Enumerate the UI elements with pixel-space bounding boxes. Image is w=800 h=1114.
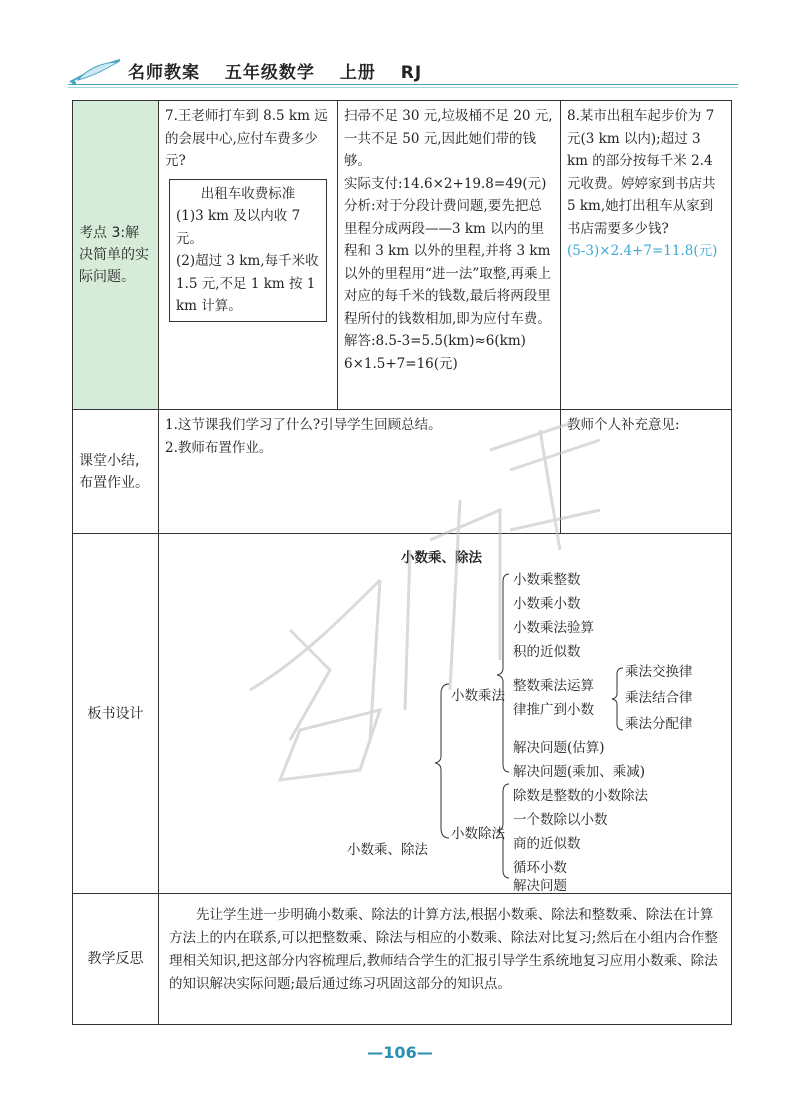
teacher-note-cell [561, 410, 731, 533]
analysis-text: 分析:对于分段计费问题,要先把总里程分成两段——3 km 以内的里程和 3 km 以外的里程,并将 3 km 以外的里程用“进一法”取整,再乘上对应的每千米的钱数,最后将两段里程所付的钱数相加,即为应付车费。 [344, 198, 552, 327]
mul-tail-item: 解决问题(估算) [513, 740, 605, 756]
prev-answer: 扫帚不足 30 元,垃圾桶不足 20 元,一共不足 50 元,因此她们带的钱够。 [344, 108, 553, 169]
header-rule-thin [68, 87, 738, 88]
feather-logo-icon [68, 56, 124, 86]
page-number: —106— [367, 1043, 433, 1062]
header-subject: 五年级数学 [224, 63, 315, 83]
div-item: 商的近似数 [513, 836, 581, 852]
practice-8-cell [561, 101, 731, 409]
board-title: 小数乘、除法 [401, 550, 482, 566]
mul-item: 积的近似数 [513, 644, 581, 660]
row-reflection [73, 894, 731, 1024]
header-series: 名师教案 [128, 63, 200, 83]
page-header [68, 54, 738, 94]
row-label: 板书设计 [73, 534, 159, 893]
board-root: 小数乘、除法 [347, 842, 428, 858]
board-mul: 小数乘法 [451, 688, 505, 704]
row-label: 教学反思 [73, 894, 159, 1024]
ext-label-2: 律推广到小数 [513, 702, 594, 718]
header-rule [68, 84, 738, 85]
taxi-fare-rule-2: (2)超过 3 km,每千米收 1.5 元,不足 1 km 按 1 km 计算。 [176, 253, 319, 314]
row-summary [73, 410, 731, 534]
answer-8: (5-3)×2.4+7=11.8(元) [567, 243, 718, 259]
ext-label-1: 整数乘法运算 [513, 678, 594, 694]
taxi-fare-title: 出租车收费标准 [200, 185, 296, 202]
lesson-table [72, 100, 732, 1025]
taxi-fare-rule-1: (1)3 km 及以内收 7 元。 [176, 208, 301, 247]
mul-item: 小数乘法验算 [513, 620, 594, 636]
div-item: 循环小数 [513, 860, 567, 876]
example-7-cell [159, 101, 338, 409]
summary-cell [159, 410, 561, 533]
div-item: 除数是整数的小数除法 [513, 788, 648, 804]
row-label: 课堂小结,布置作业。 [73, 410, 159, 533]
teacher-note: 教师个人补充意见: [567, 417, 680, 433]
actual-payment: 实际支付:14.6×2+19.8=49(元) [344, 175, 547, 192]
header-volume: 上册 [339, 63, 376, 83]
div-item: 一个数除以小数 [513, 812, 608, 828]
solution-line-1: 解答:8.5-3=5.5(km)≈6(km) [344, 333, 526, 349]
board-div: 小数除法 [451, 826, 505, 842]
mul-tail-item: 解决问题(乘加、乘减) [513, 764, 646, 780]
question-7: 7.王老师打车到 8.5 km 远的会展中心,应付车费多少元? [165, 108, 328, 169]
law-item: 乘法结合律 [625, 690, 693, 706]
header-title [128, 58, 440, 83]
mul-item: 小数乘小数 [513, 596, 581, 612]
mul-item: 小数乘整数 [513, 572, 581, 588]
row-label: 考点 3:解决简单的实际问题。 [73, 101, 159, 409]
row-board [73, 534, 731, 894]
summary-item-1: 1.这节课我们学习了什么?引导学生回顾总结。 [165, 417, 442, 433]
law-item: 乘法交换律 [625, 664, 693, 680]
solution-line-2: 6×1.5+7=16(元) [344, 355, 458, 372]
header-edition: RJ [400, 63, 423, 83]
div-item: 解决问题 [513, 878, 567, 894]
board-design [159, 534, 731, 893]
law-item: 乘法分配律 [625, 716, 693, 732]
question-8: 8.某市出租车起步价为 7 元(3 km 以内);超过 3 km 的部分按每千米 2.4 元收费。婷婷家到书店共 5 km,她打出租车从家到书店需要多少钱? [567, 108, 716, 237]
taxi-fare-box [169, 179, 327, 322]
row-kaodian3 [73, 101, 731, 410]
reflection-text: 先让学生进一步明确小数乘、除法的计算方法,根据小数乘、除法和整数乘、除法在计算方法上的内在联系,可以把整数乘、除法与相应的小数乘、除法对比复习;然后在小组内合作整理相关知识,把这部分内容梳理后,教师结合学生的汇报引导学生系统地复习应用小数乘、除法的知识解决实际问题;最后通过练习巩固这部分的知识点。 [169, 907, 718, 992]
analysis-cell [338, 101, 561, 409]
summary-item-2: 2.教师布置作业。 [165, 439, 273, 456]
